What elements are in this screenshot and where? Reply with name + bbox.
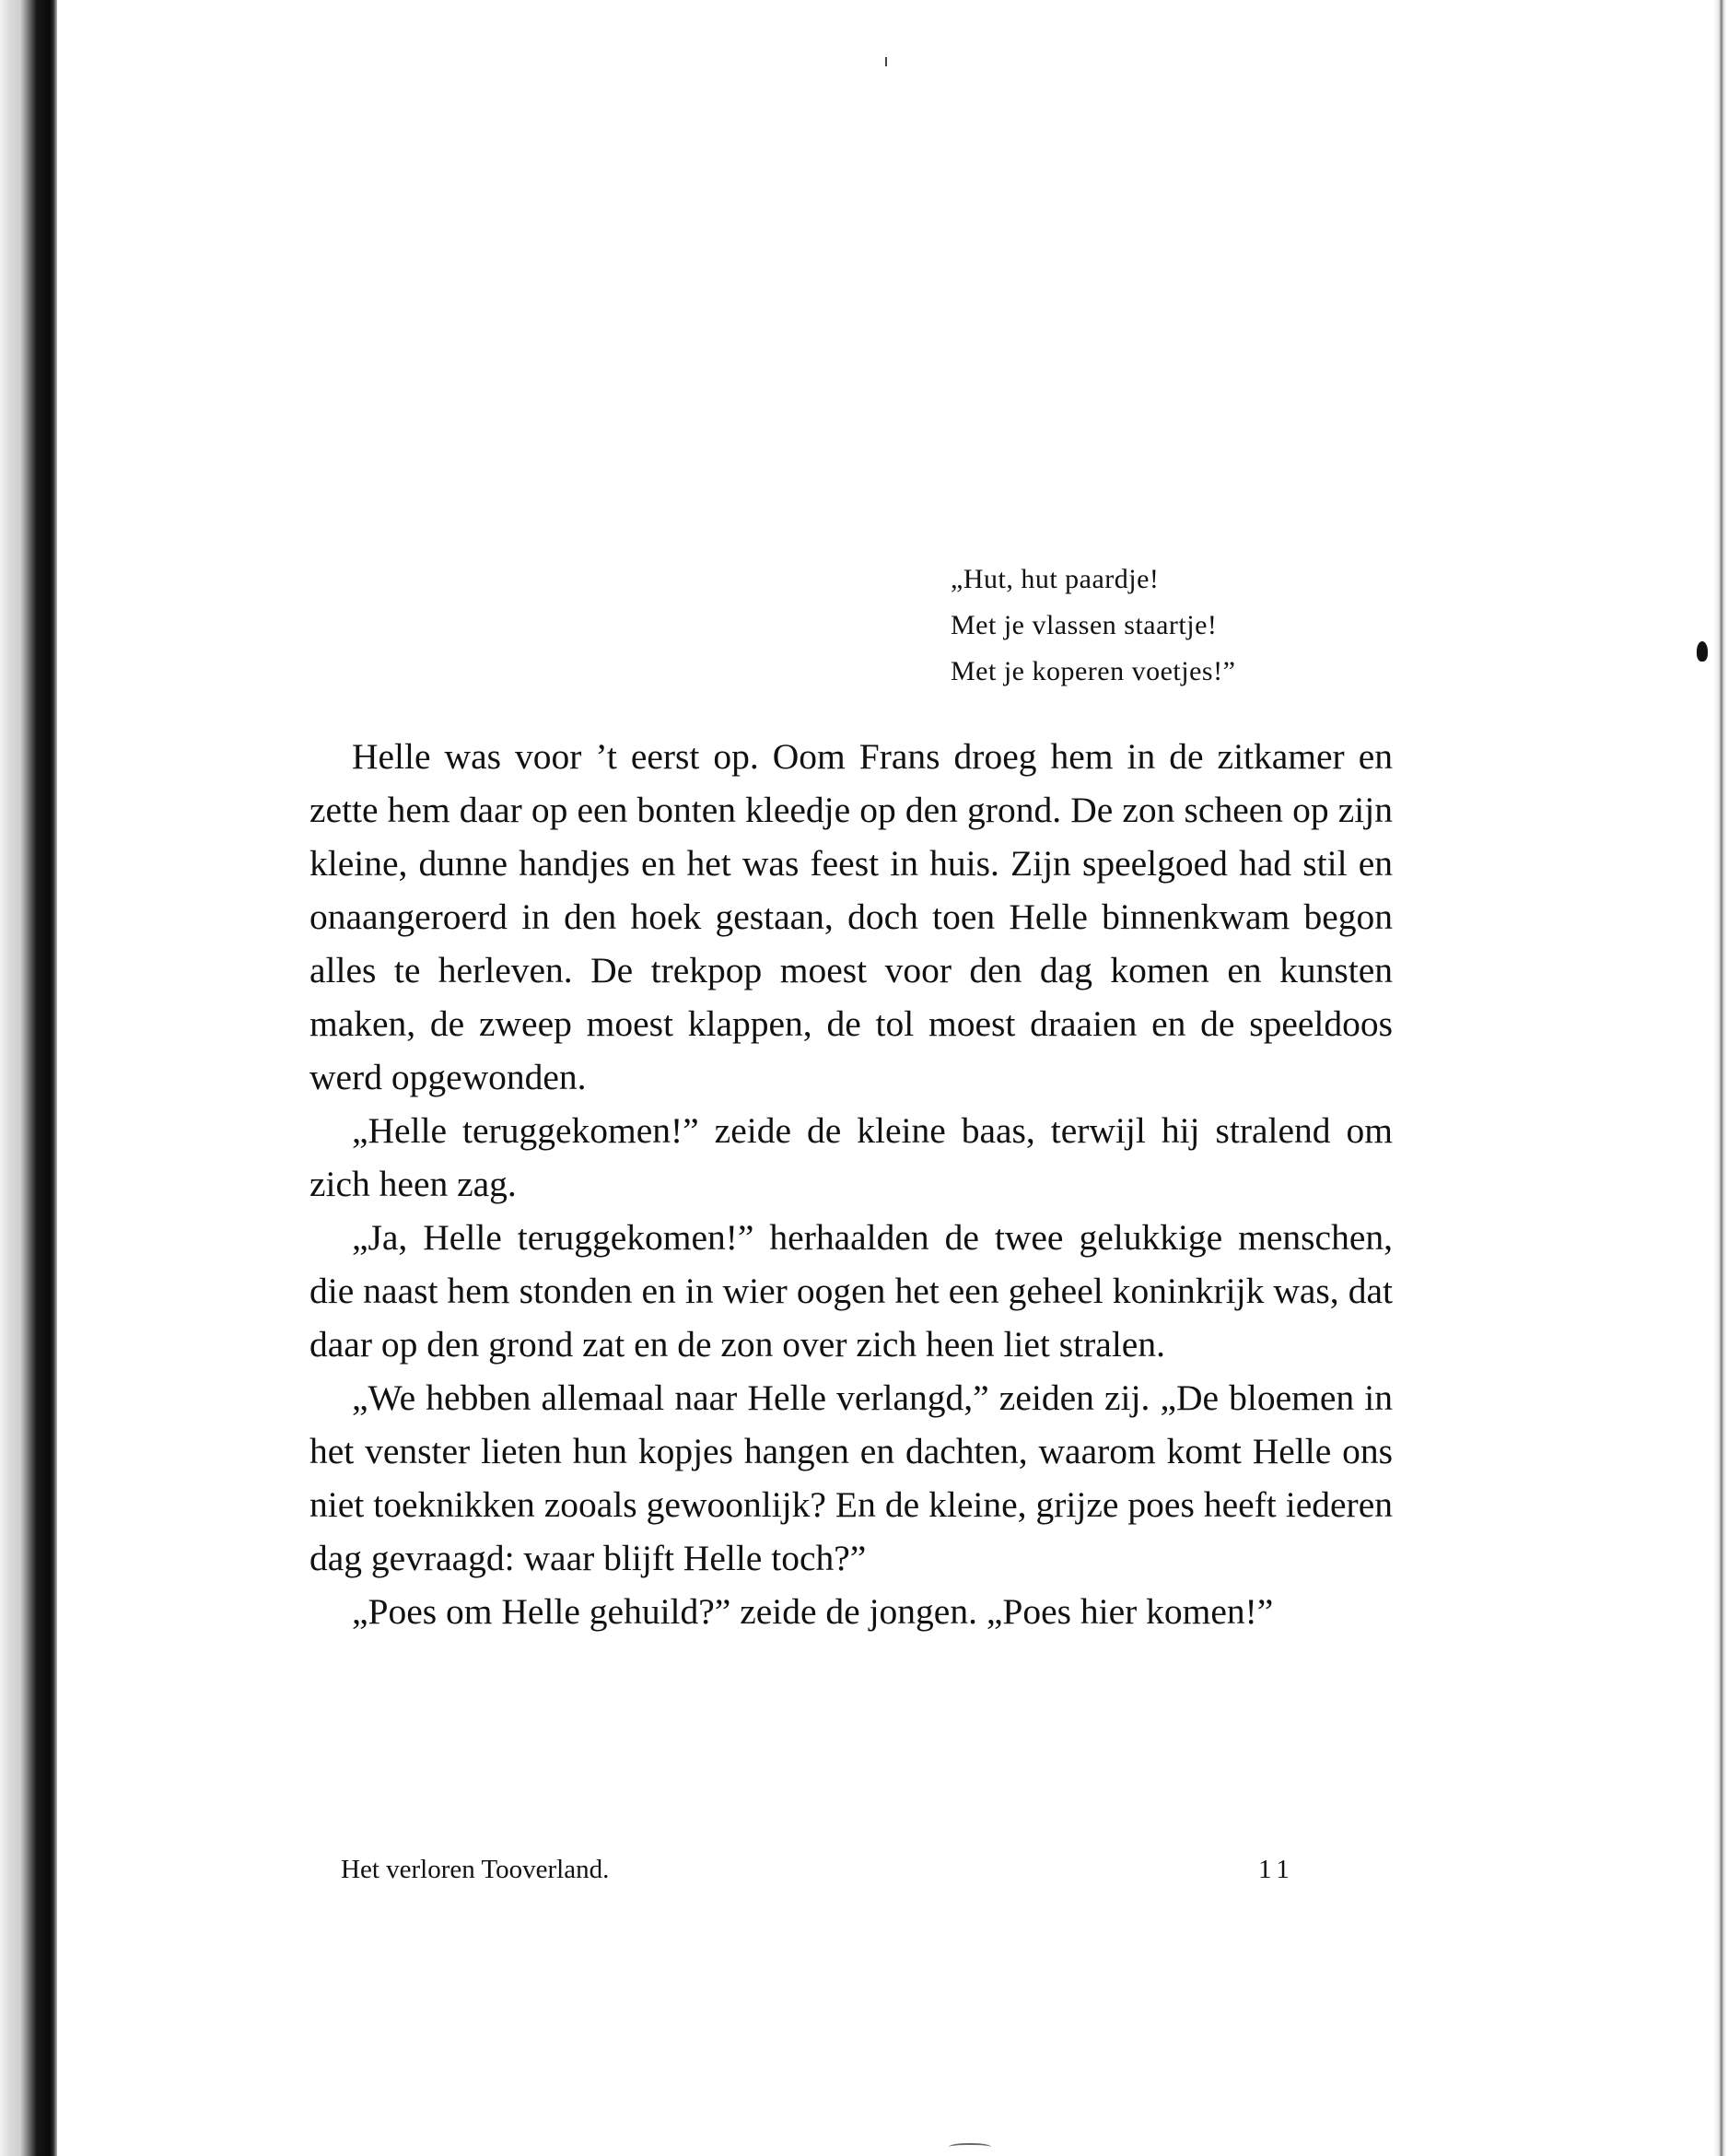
body-text — [309, 730, 1393, 1638]
footer-signature-mark: 11 — [1258, 1855, 1295, 1884]
scan-speck-bottom — [949, 2143, 991, 2150]
epigraph-verse — [951, 557, 1235, 695]
verse-line-1: „Hut, hut paardje! — [951, 564, 1160, 594]
scan-speck-top — [885, 57, 887, 66]
verse-line-3: Met je koperen voetjes!” — [951, 656, 1236, 686]
paragraph-3: „Ja, Helle teruggekomen!” herhaalden de twee gelukkige menschen, die naast hem stonden en in wier oogen het een geheel koninkrijk was, dat daar op den grond zat en de zon over zich heen liet stralen. — [309, 1217, 1393, 1365]
paragraph-1: Helle was voor ’t eerst op. Oom Frans droeg hem in de zitkamer en zette hem daar op een bonten kleedje op den grond. De zon scheen op zijn kleine, dunne handjes en het was feest in huis. Zijn speelgoed had stil en onaangeroerd in den hoek gestaan, doch toen Helle binnenkwam begon alles te herleven. De trekpop moest voor den dag komen en kunsten maken, de zweep moest klappen, de tol moest draaien en de speeldoos werd opgewonden. — [309, 736, 1393, 1097]
paragraph-2: „Helle teruggekomen!” zeide de kleine baas, terwijl hij stralend om zich heen zag. — [309, 1110, 1393, 1204]
footer-book-title: Het verloren Tooverland. — [341, 1855, 610, 1884]
scan-page-edge — [1695, 0, 1728, 2156]
scan-binding-edge — [0, 0, 57, 2156]
paragraph-5: „Poes om Helle gehuild?” zeide de jongen. „Poes hier komen!” — [352, 1591, 1274, 1632]
verse-line-2: Met je vlassen staartje! — [951, 610, 1218, 640]
paragraph-4: „We hebben allemaal naar Helle verlangd,” zeiden zij. „De bloemen in het venster lieten hun kopjes hangen en dachten, waarom komt Helle ons niet toeknikken zooals gewoonlijk? En de kleine, grijze poes heeft iederen dag gevraagd: waar blijft Helle toch?” — [309, 1377, 1393, 1578]
scan-speck — [1697, 641, 1708, 662]
